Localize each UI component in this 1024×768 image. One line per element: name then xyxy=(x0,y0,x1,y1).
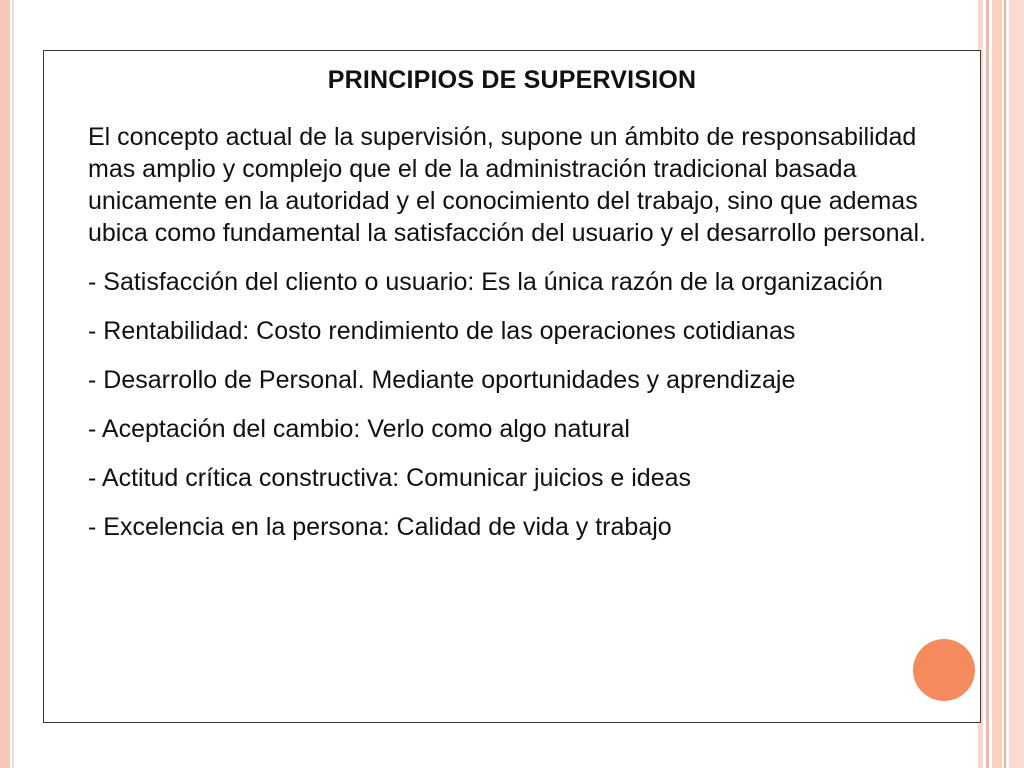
intro-paragraph: El concepto actual de la supervisión, supone un ámbito de responsabilidad mas amplio y complejo que el de la administración tradicional basada unicamente en la autoridad y el conocimiento del trabajo, sino que ademas ubica como fundamental la satisfacción del usuario y el desarrollo personal. xyxy=(88,123,926,247)
bullet-item: - Satisfacción del cliento o usuario: Es la única razón de la organización xyxy=(88,268,883,296)
right-decorative-stripe xyxy=(1004,0,1006,768)
bullet-item: - Aceptación del cambio: Verlo como algo natural xyxy=(88,415,630,443)
slide-content-box xyxy=(43,50,981,723)
right-decorative-stripe xyxy=(992,0,1002,768)
left-decorative-stripe xyxy=(0,0,10,768)
bullet-item: - Desarrollo de Personal. Mediante oportunidades y aprendizaje xyxy=(88,366,796,394)
right-decorative-stripe xyxy=(1009,0,1024,768)
bullet-item: - Actitud crítica constructiva: Comunicar juicios e ideas xyxy=(88,464,692,492)
bullet-item: - Excelencia en la persona: Calidad de vida y trabajo xyxy=(88,513,672,541)
right-decorative-stripe xyxy=(986,0,989,768)
slide-body xyxy=(88,121,958,560)
orange-circle-decoration xyxy=(913,639,975,701)
bullet-item: - Rentabilidad: Costo rendimiento de las operaciones cotidianas xyxy=(88,317,796,345)
slide-title: PRINCIPIOS DE SUPERVISION xyxy=(327,66,697,94)
left-decorative-line xyxy=(12,0,14,768)
